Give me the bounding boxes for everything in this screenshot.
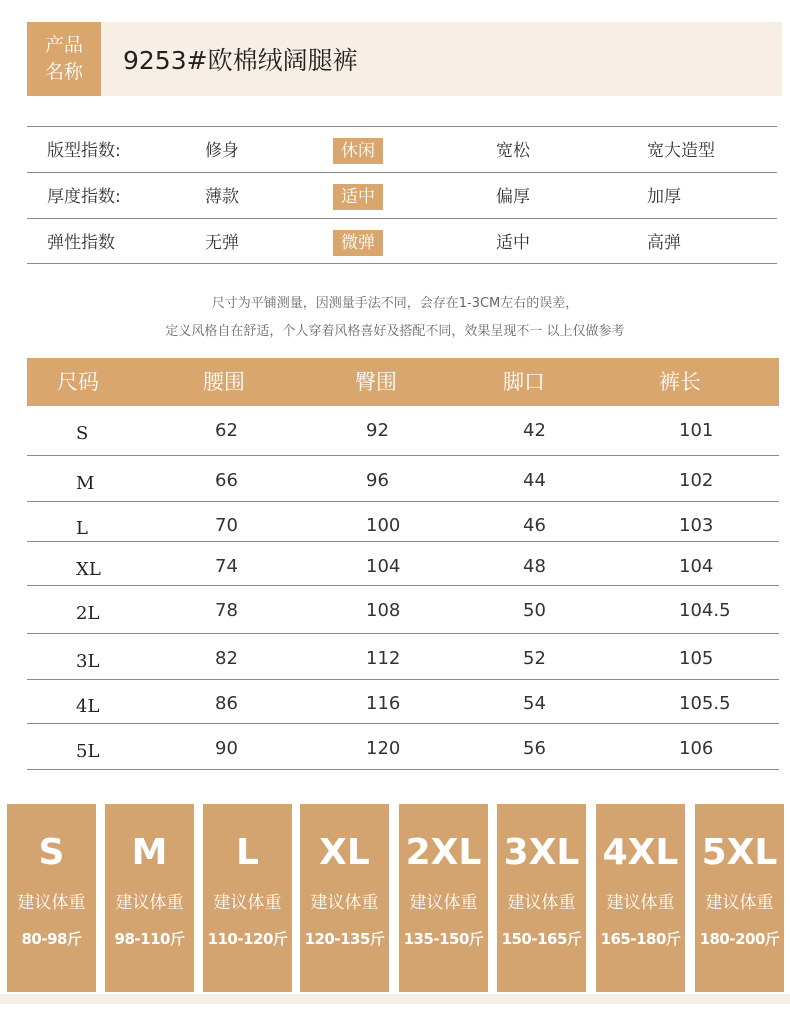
card-size: XL: [319, 832, 370, 873]
index-option: 适中: [496, 233, 530, 253]
measure-cell: 104: [679, 556, 714, 577]
table-row: [27, 724, 779, 770]
measure-cell: 62: [215, 420, 238, 441]
card-label: 建议体重: [606, 893, 675, 913]
table-row: [27, 586, 779, 634]
index-label: 厚度指数:: [47, 187, 121, 207]
note-line-1: 尺寸为平铺测量，因测量手法不同，会存在1-3CM左右的误差，: [211, 296, 579, 311]
index-option-selected: 微弹: [333, 230, 383, 256]
card-range: 135-150斤: [403, 930, 484, 948]
weight-card: [695, 804, 784, 992]
card-size: M: [131, 832, 168, 873]
weight-card: [7, 804, 96, 992]
measurement-notes: [0, 290, 790, 346]
header-size: 尺码: [57, 370, 99, 394]
index-row-thickness: [27, 172, 777, 218]
measure-cell: 48: [523, 556, 546, 577]
card-label: 建议体重: [213, 893, 282, 913]
card-size: 2XL: [405, 832, 482, 873]
index-option: 高弹: [647, 233, 681, 253]
measure-cell: 52: [523, 648, 546, 669]
measure-cell: 74: [215, 556, 238, 577]
measure-cell: 103: [679, 515, 714, 536]
index-option: 宽大造型: [647, 141, 715, 161]
measure-cell: 120: [366, 738, 401, 759]
weight-card: [203, 804, 292, 992]
index-table: [27, 126, 777, 264]
header-hip: 臀围: [355, 370, 397, 394]
size-cell: M: [76, 473, 95, 494]
card-label: 建议体重: [17, 893, 86, 913]
measure-cell: 86: [215, 693, 238, 714]
measure-cell: 102: [679, 470, 714, 491]
size-cell: 2L: [76, 603, 100, 624]
index-row-elasticity: [27, 218, 777, 264]
weight-card: [596, 804, 685, 992]
table-row: [27, 406, 779, 456]
weight-card: [105, 804, 194, 992]
weight-cards: [0, 804, 790, 1004]
index-option-selected: 适中: [333, 184, 383, 210]
product-tag-line2: 名称: [44, 61, 83, 83]
card-size: L: [236, 832, 259, 873]
card-label: 建议体重: [115, 893, 184, 913]
measure-cell: 101: [679, 420, 714, 441]
card-label: 建议体重: [409, 893, 478, 913]
measure-cell: 105: [679, 648, 714, 669]
size-table-body: [27, 406, 779, 770]
measure-cell: 104: [366, 556, 401, 577]
measure-cell: 50: [523, 600, 546, 621]
size-cell: XL: [76, 559, 101, 580]
header-length: 裤长: [659, 370, 701, 394]
measure-cell: 100: [366, 515, 401, 536]
card-range: 150-165斤: [501, 930, 582, 948]
index-option: 修身: [205, 141, 239, 161]
measure-cell: 96: [366, 470, 389, 491]
card-label: 建议体重: [310, 893, 379, 913]
size-cell: 4L: [76, 696, 100, 717]
measure-cell: 82: [215, 648, 238, 669]
size-cell: 3L: [76, 651, 100, 672]
measure-cell: 108: [366, 600, 401, 621]
measure-cell: 112: [366, 648, 401, 669]
note-line-2: 定义风格自在舒适，个人穿着风格喜好及搭配不同，效果呈现不一 以上仅做参考: [165, 324, 625, 339]
card-range: 165-180斤: [600, 930, 681, 948]
size-cell: S: [76, 423, 89, 444]
table-row: [27, 542, 779, 586]
weight-card: [497, 804, 586, 992]
index-option: 无弹: [205, 233, 239, 253]
measure-cell: 90: [215, 738, 238, 759]
product-name: 9253#欧棉绒阔腿裤: [123, 46, 358, 75]
index-option: 宽松: [496, 141, 530, 161]
size-cell: L: [76, 518, 88, 539]
index-label: 版型指数:: [47, 141, 121, 161]
measure-cell: 70: [215, 515, 238, 536]
measure-cell: 66: [215, 470, 238, 491]
weight-card: [300, 804, 389, 992]
card-size: 3XL: [503, 832, 580, 873]
product-tag-line1: 产品: [44, 34, 83, 56]
size-cell: 5L: [76, 741, 100, 762]
card-size: 4XL: [602, 832, 679, 873]
table-row: [27, 502, 779, 542]
measure-cell: 44: [523, 470, 546, 491]
measure-cell: 104.5: [679, 600, 731, 621]
card-range: 98-110斤: [114, 930, 185, 948]
measure-cell: 56: [523, 738, 546, 759]
card-range: 180-200斤: [699, 930, 780, 948]
index-option: 加厚: [647, 187, 681, 207]
index-option: 偏厚: [496, 187, 530, 207]
bottom-bar: [0, 994, 790, 1004]
index-label: 弹性指数: [47, 233, 115, 253]
card-size: 5XL: [701, 832, 778, 873]
index-option-selected: 休闲: [333, 138, 383, 164]
product-header: [27, 22, 782, 96]
measure-cell: 54: [523, 693, 546, 714]
measure-cell: 46: [523, 515, 546, 536]
table-row: [27, 456, 779, 502]
measure-cell: 116: [366, 693, 401, 714]
table-row: [27, 680, 779, 724]
card-range: 80-98斤: [21, 930, 82, 948]
size-table-header: [27, 358, 779, 406]
card-label: 建议体重: [507, 893, 576, 913]
measure-cell: 92: [366, 420, 389, 441]
measure-cell: 42: [523, 420, 546, 441]
measure-cell: 105.5: [679, 693, 731, 714]
measure-cell: 78: [215, 600, 238, 621]
header-hem: 脚口: [503, 370, 545, 394]
card-label: 建议体重: [705, 893, 774, 913]
measure-cell: 106: [679, 738, 714, 759]
table-row: [27, 634, 779, 680]
card-size: S: [38, 832, 65, 873]
card-range: 120-135斤: [304, 930, 385, 948]
weight-card: [399, 804, 488, 992]
header-waist: 腰围: [203, 370, 245, 394]
index-option: 薄款: [205, 187, 239, 207]
card-range: 110-120斤: [207, 930, 288, 948]
product-tag: [27, 22, 101, 96]
index-row-fit: [27, 126, 777, 172]
size-table: [27, 358, 779, 770]
